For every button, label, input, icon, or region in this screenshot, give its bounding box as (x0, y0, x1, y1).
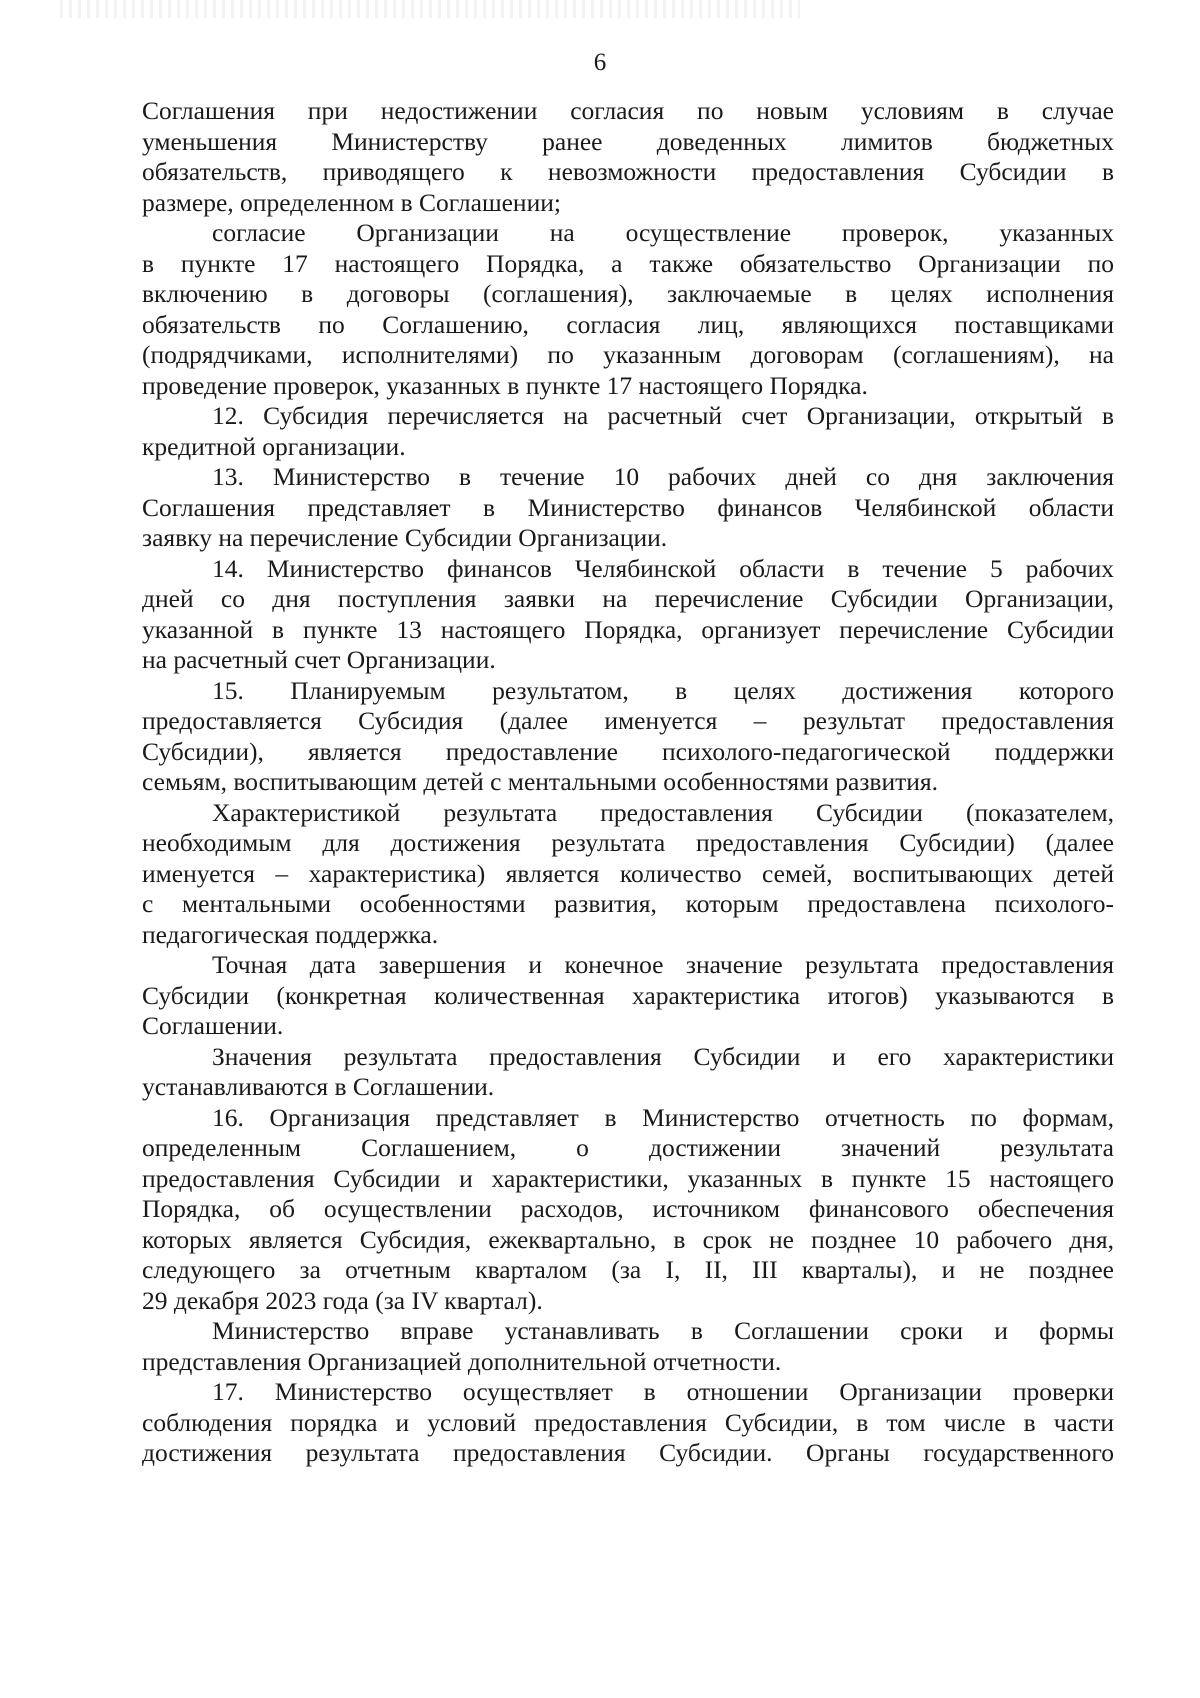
text-line: Соглашения при недостижении согласия по новым условиям в случае (142, 96, 1114, 125)
text-line: Министерство вправе устанавливать в Соглашении сроки и формы (212, 1316, 1114, 1345)
paragraph (142, 218, 1114, 401)
text-line: в пункте 17 настоящего Порядка, а также обязательство Организации по (142, 248, 1114, 278)
text-line: следующего за отчетным кварталом (за I, II, III кварталы), и не позднее (142, 1255, 1114, 1284)
paragraph (142, 676, 1114, 798)
paragraph (142, 462, 1114, 554)
text-line: с ментальными особенностями развития, которым предоставлена психолого- (142, 889, 1114, 918)
scan-artifact (60, 0, 800, 18)
text-line: уменьшения Министерству ранее доведенных лимитов бюджетных (142, 126, 1114, 156)
text-line: на расчетный счет Организации. (142, 645, 496, 674)
text-line: Субсидии (конкретная количественная характеристика итогов) указываются в (142, 980, 1114, 1010)
paragraph (142, 950, 1114, 1042)
text-line: указанной в пункте 13 настоящего Порядка, организует перечисление Субсидии (142, 614, 1114, 644)
text-line: размере, определенном в Соглашении; (142, 187, 561, 217)
text-line: которых является Субсидия, ежеквартально, в срок не позднее 10 рабочего дня, (142, 1224, 1114, 1254)
text-line: предоставляется Субсидия (далее именуется – результат предоставления (142, 706, 1114, 735)
text-line: достижения результата предоставления Субсидии. Органы государственного (142, 1438, 1114, 1467)
text-line: обязательств по Соглашению, согласия лиц, являющихся поставщиками (142, 309, 1114, 339)
text-line: Соглашения представляет в Министерство финансов Челябинской области (142, 492, 1114, 522)
paragraph (142, 1042, 1114, 1103)
paragraph (142, 1377, 1114, 1469)
paragraph (142, 798, 1114, 951)
text-line: семьям, воспитывающим детей с ментальными особенностями развития. (142, 767, 939, 796)
text-line: дней со дня поступления заявки на перечисление Субсидии Организации, (142, 584, 1114, 613)
page-number: 6 (593, 49, 607, 76)
document-body (142, 96, 1114, 1469)
text-line: 12. Субсидия перечисляется на расчетный счет Организации, открытый в (212, 401, 1114, 430)
paragraph (142, 401, 1114, 462)
text-line: Характеристикой результата предоставления Субсидии (показателем, (212, 797, 1114, 827)
text-line: необходимым для достижения результата предоставления Субсидии) (далее (142, 828, 1114, 857)
paragraph (142, 1316, 1114, 1377)
text-line: кредитной организации. (142, 431, 406, 461)
text-line: предоставления Субсидии и характеристики, указанных в пункте 15 настоящего (142, 1163, 1114, 1193)
text-line: соблюдения порядка и условий предоставления Субсидии, в том числе в части (142, 1407, 1114, 1437)
text-line: Точная дата завершения и конечное значение результата предоставления (212, 950, 1114, 979)
text-line: именуется – характеристика) является количество семей, воспитывающих детей (142, 858, 1114, 888)
text-line: 29 декабря 2023 года (за IV квартал). (142, 1285, 543, 1315)
text-line: 14. Министерство финансов Челябинской области в течение 5 рабочих (212, 553, 1114, 583)
text-line: Субсидии), является предоставление психолого-педагогической поддержки (142, 736, 1114, 766)
paragraph (142, 96, 1114, 218)
text-line: Порядка, об осуществлении расходов, источником финансового обеспечения (142, 1194, 1114, 1223)
text-line: согласие Организации на осуществление проверок, указанных (212, 218, 1114, 247)
paragraph (142, 554, 1114, 676)
text-line: 16. Организация представляет в Министерство отчетность по формам, (212, 1102, 1114, 1132)
text-line: Значения результата предоставления Субсидии и его характеристики (212, 1041, 1114, 1071)
text-line: 17. Министерство осуществляет в отношении Организации проверки (212, 1377, 1114, 1406)
paragraph (142, 1103, 1114, 1317)
text-line: 15. Планируемым результатом, в целях достижения которого (212, 675, 1114, 705)
text-line: устанавливаются в Соглашении. (142, 1072, 495, 1101)
text-line: обязательств, приводящего к невозможности предоставления Субсидии в (142, 157, 1114, 186)
text-line: Соглашении. (142, 1011, 284, 1040)
text-line: 13. Министерство в течение 10 рабочих дней со дня заключения (212, 462, 1114, 491)
text-line: проведение проверок, указанных в пункте 17 настоящего Порядка. (142, 370, 868, 400)
text-line: представления Организацией дополнительной отчетности. (142, 1346, 782, 1376)
text-line: включению в договоры (соглашения), заключаемые в целях исполнения (142, 279, 1114, 308)
text-line: (подрядчиками, исполнителями) по указанным договорам (соглашениям), на (142, 340, 1114, 369)
text-line: определенным Соглашением, о достижении значений результата (142, 1133, 1114, 1162)
text-line: заявку на перечисление Субсидии Организации. (142, 523, 668, 552)
text-line: педагогическая поддержка. (142, 919, 439, 949)
